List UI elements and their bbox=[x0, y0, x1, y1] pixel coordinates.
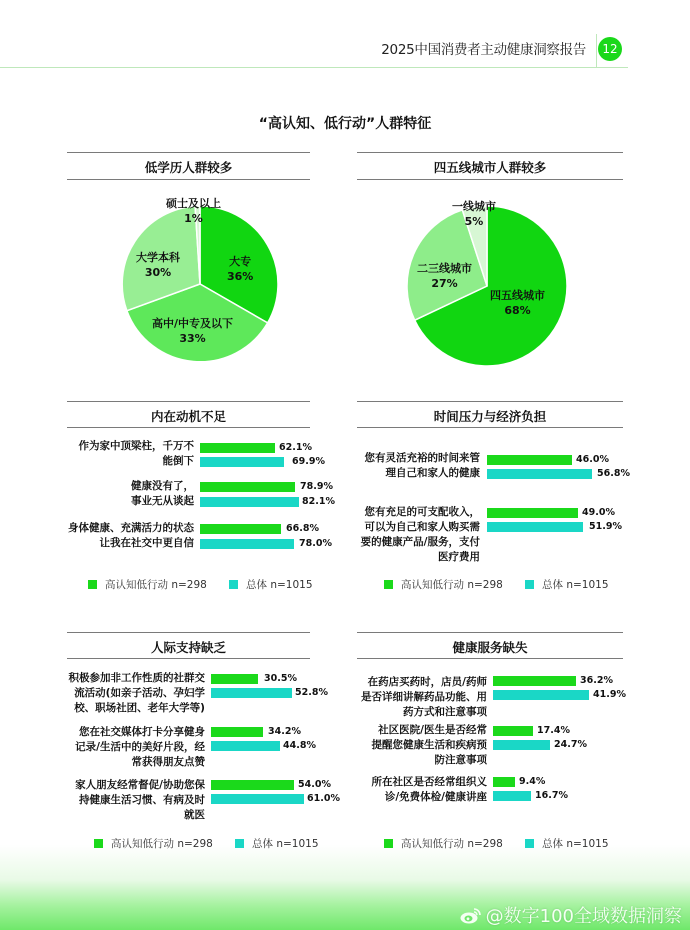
panel-time-money bbox=[357, 401, 623, 428]
panel-rule-bottom bbox=[357, 427, 623, 428]
panel-title: 四五线城市人群较多 bbox=[433, 160, 547, 175]
panel-rule-top bbox=[357, 152, 623, 153]
legend-swatch-cyan bbox=[229, 580, 238, 589]
legend-series2: 总体 n=1015 bbox=[229, 577, 313, 592]
bar-value: 9.4% bbox=[519, 776, 546, 787]
bar-value: 46.0% bbox=[576, 454, 609, 465]
panel-rule-top bbox=[357, 632, 623, 633]
panel-rule-bottom bbox=[357, 179, 623, 180]
bar-series2 bbox=[200, 457, 284, 467]
bar-series2 bbox=[493, 690, 589, 700]
bar-series2 bbox=[487, 469, 592, 479]
bar-value: 51.9% bbox=[589, 521, 622, 532]
pie-label-benke: 大学本科 30% bbox=[136, 251, 180, 279]
bar-value: 24.7% bbox=[554, 739, 587, 750]
bar-value: 17.4% bbox=[537, 725, 570, 736]
bar-value: 54.0% bbox=[298, 779, 331, 790]
bar-series2 bbox=[200, 539, 294, 549]
panel-rule-top bbox=[67, 152, 310, 153]
bar-value: 30.5% bbox=[264, 673, 297, 684]
bar-value: 62.1% bbox=[279, 442, 312, 453]
bar-series2 bbox=[200, 497, 299, 507]
bar-series1 bbox=[200, 482, 295, 492]
bar-series1 bbox=[493, 777, 515, 787]
bar-category-label: 在药店买药时，店员/药师 是否详细讲解药品功能、用 药方式和注意事项 bbox=[361, 676, 487, 718]
bar-category-label: 健康没有了， 事业无从谈起 bbox=[131, 480, 194, 507]
bar-series2 bbox=[211, 741, 280, 751]
bar-value: 16.7% bbox=[535, 790, 568, 801]
bar-category-label: 积极参加非工作性质的社群交 流活动(如亲子活动、孕妇学 校、职场社团、老年大学等) bbox=[68, 672, 205, 714]
legend-series2: 总体 n=1015 bbox=[525, 836, 609, 851]
weibo-icon bbox=[460, 907, 482, 924]
bar-category-label: 您有充足的可支配收入， 可以为自己和家人购买需 要的健康产品/服务，支付 医疗费用 bbox=[360, 506, 480, 563]
pie-label-tier45: 四五线城市 68% bbox=[490, 289, 545, 317]
bar-series2 bbox=[211, 688, 292, 698]
legend-series2: 总体 n=1015 bbox=[235, 836, 319, 851]
header-divider bbox=[596, 34, 597, 68]
bar-value: 49.0% bbox=[582, 507, 615, 518]
header-rule bbox=[0, 67, 628, 68]
bar-series1 bbox=[200, 524, 281, 534]
bar-value: 66.8% bbox=[286, 523, 319, 534]
legend-swatch-green bbox=[88, 580, 97, 589]
panel-rule-bottom bbox=[67, 427, 310, 428]
bar-series1 bbox=[487, 508, 578, 518]
panel-title: 低学历人群较多 bbox=[144, 160, 233, 175]
panel-service bbox=[357, 632, 623, 659]
bar-category-label: 家人朋友经常督促/协助您保 持健康生活习惯、有病及时 就医 bbox=[75, 779, 205, 821]
legend-swatch-cyan bbox=[525, 839, 534, 848]
bar-value: 34.2% bbox=[268, 726, 301, 737]
panel-motivation bbox=[67, 401, 310, 428]
panel-rule-bottom bbox=[67, 658, 310, 659]
panel-rule-bottom bbox=[67, 179, 310, 180]
bar-value: 82.1% bbox=[302, 496, 335, 507]
bar-series2 bbox=[211, 794, 304, 804]
bar-value: 44.8% bbox=[283, 740, 316, 751]
bar-category-label: 您有灵活充裕的时间来管 理自己和家人的健康 bbox=[364, 452, 480, 479]
panel-rule-top bbox=[67, 632, 310, 633]
bar-category-label: 所在社区是否经常组织义 诊/免费体检/健康讲座 bbox=[371, 776, 487, 803]
bar-series1 bbox=[200, 443, 275, 453]
legend-series2: 总体 n=1015 bbox=[525, 577, 609, 592]
bar-category-label: 作为家中顶梁柱，千万不 能倒下 bbox=[78, 440, 194, 467]
bar-series1 bbox=[211, 674, 258, 684]
legend-swatch-green bbox=[384, 839, 393, 848]
bar-value: 78.9% bbox=[300, 481, 333, 492]
bar-value: 56.8% bbox=[597, 468, 630, 479]
legend-swatch-green bbox=[94, 839, 103, 848]
bar-series2 bbox=[487, 522, 583, 532]
bar-value: 61.0% bbox=[307, 793, 340, 804]
panel-title: 健康服务缺失 bbox=[452, 640, 528, 655]
bar-value: 36.2% bbox=[580, 675, 613, 686]
bar-series1 bbox=[211, 727, 263, 737]
pie-label-shuoshi: 硕士及以上 1% bbox=[166, 197, 221, 225]
legend-swatch-cyan bbox=[525, 580, 534, 589]
report-title: 2025中国消费者主动健康洞察报告 bbox=[381, 42, 586, 58]
bar-series2 bbox=[493, 740, 550, 750]
legend-series1: 高认知低行动 n=298 bbox=[88, 577, 207, 592]
bar-series2 bbox=[493, 791, 531, 801]
bar-category-label: 身体健康、充满活力的状态 让我在社交中更自信 bbox=[68, 522, 194, 549]
pie-label-gaozhong: 高中/中专及以下 33% bbox=[152, 317, 234, 345]
bar-series1 bbox=[487, 455, 572, 465]
panel-title: 时间压力与经济负担 bbox=[433, 409, 547, 424]
pie-label-dazhuan: 大专 36% bbox=[227, 255, 254, 283]
bar-value: 41.9% bbox=[593, 689, 626, 700]
panel-social bbox=[67, 632, 310, 659]
bar-value: 52.8% bbox=[295, 687, 328, 698]
bar-category-label: 您在社交媒体打卡分享健身 记录/生活中的美好片段，经 常获得朋友点赞 bbox=[75, 726, 205, 768]
pie-label-tier23: 二三线城市 27% bbox=[417, 262, 472, 290]
page-number-badge: 12 bbox=[598, 37, 622, 61]
bar-series1 bbox=[493, 726, 533, 736]
legend-series1: 高认知低行动 n=298 bbox=[384, 836, 503, 851]
page-title: “高认知、低行动”人群特征 bbox=[258, 116, 432, 132]
legend-series1: 高认知低行动 n=298 bbox=[384, 577, 503, 592]
legend-swatch-cyan bbox=[235, 839, 244, 848]
panel-rule-bottom bbox=[357, 658, 623, 659]
legend-swatch-green bbox=[384, 580, 393, 589]
bar-series1 bbox=[211, 780, 294, 790]
watermark: @数字100全域数据洞察 bbox=[460, 902, 682, 928]
legend-series1: 高认知低行动 n=298 bbox=[94, 836, 213, 851]
bar-series1 bbox=[493, 676, 576, 686]
bar-value: 78.0% bbox=[299, 538, 332, 549]
bar-value: 69.9% bbox=[292, 456, 325, 467]
bar-category-label: 社区医院/医生是否经常 提醒您健康生活和疾病预 防注意事项 bbox=[371, 724, 487, 766]
panel-title: 内在动机不足 bbox=[150, 409, 226, 424]
panel-rule-top bbox=[67, 401, 310, 402]
pie-label-tier1: 一线城市 5% bbox=[452, 200, 496, 228]
panel-rule-top bbox=[357, 401, 623, 402]
panel-title: 人际支持缺乏 bbox=[150, 640, 226, 655]
